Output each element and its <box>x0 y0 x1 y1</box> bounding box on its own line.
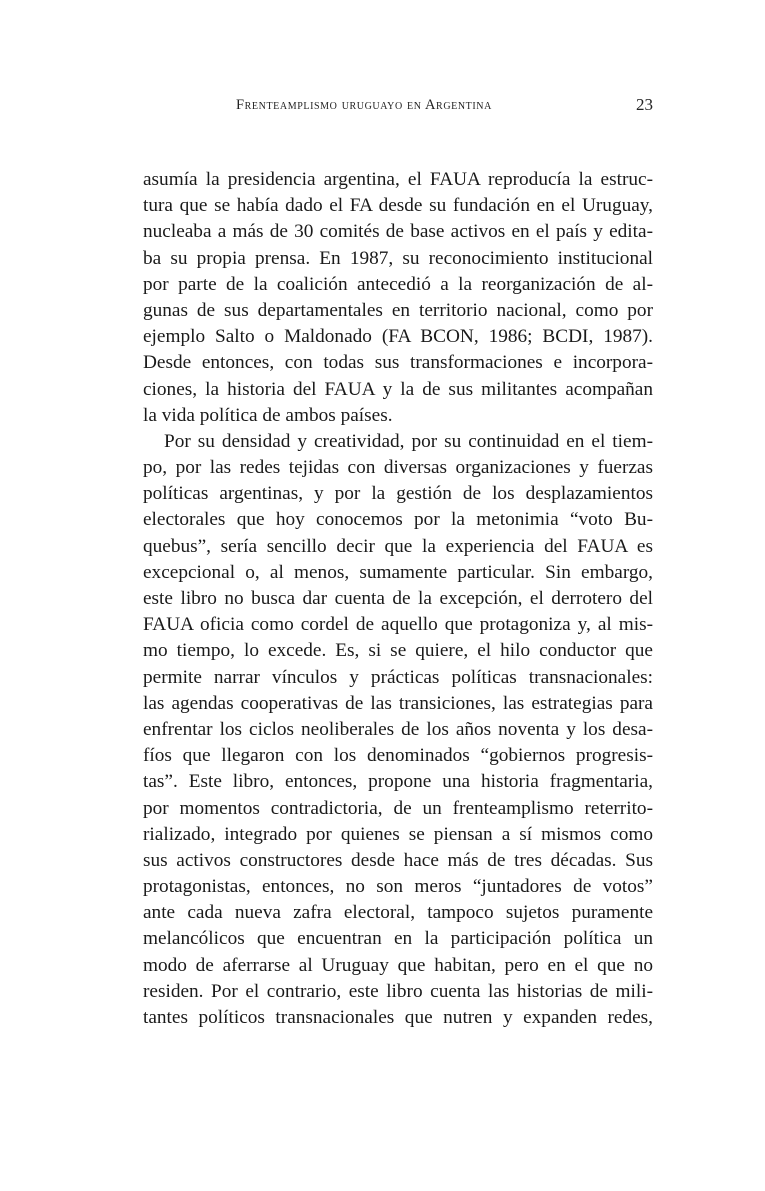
text-line: electorales que hoy conocemos por la metonimia “voto Bu- <box>143 509 653 531</box>
text-line: ba su propia prensa. En 1987, su reconocimiento institucional <box>143 247 653 269</box>
text-line: tura que se había dado el FA desde su fundación en el Uruguay, <box>143 195 653 217</box>
text-line: nucleaba a más de 30 comités de base activos en el país y edita- <box>143 221 653 243</box>
text-line: tas”. Este libro, entonces, propone una historia fragmentaria, <box>143 771 653 793</box>
text-line: enfrentar los ciclos neoliberales de los años noventa y los desa- <box>143 718 653 740</box>
text-line: gunas de sus departamentales en territorio nacional, como por <box>143 299 653 321</box>
text-line: este libro no busca dar cuenta de la excepción, el derrotero del <box>143 588 653 609</box>
text-line: ciones, la historia del FAUA y la de sus militantes acompañan <box>143 378 653 400</box>
text-line: quebus”, sería sencillo decir que la experiencia del FAUA es <box>143 535 653 557</box>
text-line: modo de aferrarse al Uruguay que habitan, pero en el que no <box>143 954 653 976</box>
text-line: po, por las redes tejidas con diversas organizaciones y fuerzas <box>143 457 653 479</box>
text-line: melancólicos que encuentran en la participación política un <box>143 928 653 950</box>
text-line: asumía la presidencia argentina, el FAUA reproducía la estruc- <box>143 169 653 190</box>
text-line: residen. Por el contrario, este libro cuenta las historias de mili- <box>143 980 653 1002</box>
paragraph-start-line: Por su densidad y creatividad, por su continuidad en el tiem- <box>164 430 653 452</box>
text-line: las agendas cooperativas de las transiciones, las estrategias para <box>143 692 653 714</box>
text-line: por parte de la coalición antecedió a la reorganización de al- <box>143 273 653 295</box>
body-text <box>143 167 653 1031</box>
text-line: permite narrar vínculos y prácticas políticas transnacionales: <box>143 666 653 688</box>
text-line: mo tiempo, lo excede. Es, si se quiere, el hilo conductor que <box>143 640 653 662</box>
text-line: excepcional o, al menos, sumamente particular. Sin embargo, <box>143 561 653 583</box>
text-line: sus activos constructores desde hace más de tres décadas. Sus <box>143 849 653 871</box>
text-line: FAUA oficia como cordel de aquello que protagoniza y, al mis- <box>143 614 653 636</box>
text-line: Desde entonces, con todas sus transformaciones e incorpora- <box>143 352 653 374</box>
text-line: por momentos contradictoria, de un frenteamplismo reterrito- <box>143 797 653 819</box>
text-line: ejemplo Salto o Maldonado (FA BCON, 1986; BCDI, 1987). <box>143 326 653 348</box>
text-line: protagonistas, entonces, no son meros “juntadores de votos” <box>143 876 653 898</box>
running-head-title: Frenteamplismo uruguayo en Argentina <box>236 97 492 113</box>
text-line: políticas argentinas, y por la gestión de los desplazamientos <box>143 483 653 505</box>
paragraph-end-line: la vida política de ambos países. <box>143 404 393 426</box>
text-line: ante cada nueva zafra electoral, tampoco sujetos puramente <box>143 902 653 924</box>
text-line: rializado, integrado por quienes se piensan a sí mismos como <box>143 823 653 845</box>
page-number: 23 <box>636 95 653 114</box>
text-line: fíos que llegaron con los denominados “gobiernos progresis- <box>143 745 653 767</box>
text-line: tantes políticos transnacionales que nutren y expanden redes, <box>143 1007 653 1028</box>
